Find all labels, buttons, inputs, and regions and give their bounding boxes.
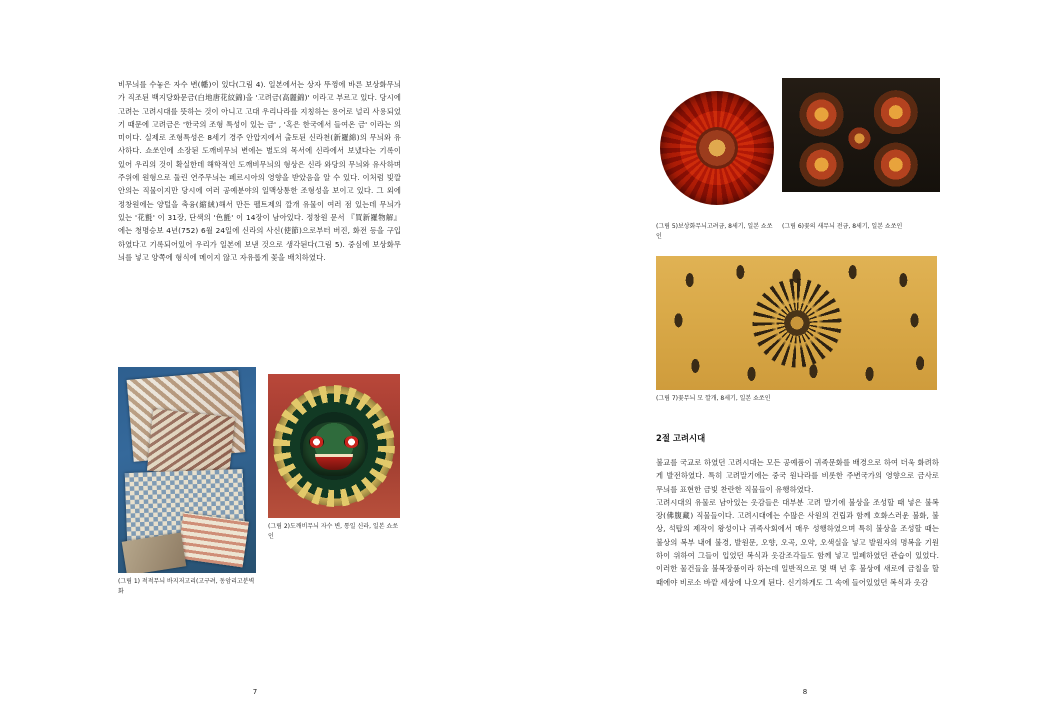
figure-6-caption: (그림 6)꽃의 새무늬 전금, 8세기, 일본 쇼쏘인 [782,223,903,230]
section-heading: 2절 고려시대 [656,433,706,443]
dokkaebi-face [303,422,365,476]
figure-2-image [268,374,400,518]
fabric-patch [177,513,249,568]
right-page-number: 8 [802,688,808,696]
figure-6 [782,78,940,232]
figure-6-image [782,78,940,192]
figure-1-caption: (그림 1) 적적무늬 바지저고리(고구려, 동암리고분벽화 [118,578,255,595]
paragraph: 불교를 국교로 하였던 고려시대는 모든 공예품이 귀족문화를 배경으로 하여 더욱 화려하게 발전하였다. 특히 고려말기에는 중국 원나라를 비롯한 주변국가의 영향으로 금사로 무늬를 표현한 금빛 찬란한 직물들이 유행하였다. [656,458,939,494]
dokkaebi-eye-left [309,436,324,448]
fabric-patch [147,409,235,479]
figure-7-caption: (그림 7)꽃무늬 모 깔개, 8세기, 일본 쇼쏘인 [656,395,771,402]
paragraph: 고려시대의 유물로 남아있는 옷감들은 대부분 고려 말기에 불상을 조성할 때 넣은 불복장(佛腹藏) 직물들이다. 고려시대에는 수많은 사원의 건립과 함께 호화스러운 불화, 불상, 석탑의 제작이 왕성이나 귀족사회에서 매우 성행하였으며 특히 불상을 조성할 때는 불상의 복부 내에 불경, 발원문, 오향, 오곡, 오약, 오색실을 넣고 발원자의 명복을 기원하이 위하여 그들이 입었던 복식과 옷감조각들도 함께 넣고 밀폐하였던 관습이 있었다. 이러한 물건들을 불복장품이라 하는데 일반적으로 몇 백 년 후 불상에 새로에 금칠을 할 때에야 비로소 바깥 세상에 나오게 된다. 신기하게도 그 속에 들어있었던 복식과 옷감 [656,497,939,587]
figure-6-image-wrap [782,78,940,218]
dokkaebi-mouth [315,454,353,470]
right-page-text-column [656,432,939,589]
right-page [530,0,1060,721]
figure-7-image [656,256,937,390]
figure-5 [656,78,778,241]
left-page-text-column [118,78,401,264]
figure-1-image [118,367,256,573]
central-medallion-core [784,310,810,336]
paragraph: 비무늬를 수놓은 자수 변(幡)이 있다(그림 4). 일본에서는 상자 뚜껑에 바른 보상화무늬가 직조된 백지당화문금(白地唐花紋錦)을 '고려금(高麗錦)' 이라고 부르고 있다. 당시에 고려는 고려시대를 뜻하는 것이 아니고 고대 우리나라를 지칭하는 용어로 널리 사용되었기 때문에 고려금은 '한국의 조형 특성이 있는 금' , '혹은 한국에서 들여온 금' 이라는 의미이다. 실제로 조형특성은 8세기 경주 안압지에서 출토된 신라천(新羅綿)의 무늬와 유사하다. 쇼쏘인에 소장된 도깨비무늬 변에는 별도의 목서에 신라에서 보냈다는 기록이 있어 우리의 것이 확실한데 해학적인 도깨비무늬의 형상은 신라 와당의 무늬와 유사하며 주위에 원형으로 둘린 연주무늬는 페르시아의 영향을 받았음을 알 수 있다. 이처럼 빛깔 안의는 직물이지만 당시에 여러 공예분야의 일맥상통한 조형성을 보이고 있다. 그 외에 정창원에는 양털을 축융(縮絨)해서 만든 펠트제의 깔개 유물이 여러 점 있는데 무늬가 있는 '花氈' 이 31장, 단색의 '色氈' 이 14장이 남아있다. 정창원 문서 『買新羅物解』에는 청명승보 4년(752) 6월 24일에 신라의 사신(使節)으로부터 버진, 화전 등을 구입하였다고 기록되어있어 우리가 일본에 보낸 것으로 생각된다(그림 5). 중심에 보상화무늬를 넣고 양쪽에 형식에 메이지 않고 자유롭게 꽃을 배치하였다. [118,80,401,262]
figure-5-caption: (그림 5)보상화무늬고려금, 8세기, 일본 쇼쏘인 [656,223,773,240]
figure-1 [118,367,258,596]
figure-2 [268,374,402,541]
figure-5-image-wrap [656,78,778,218]
left-page-number: 7 [252,688,258,696]
figure-2-caption: (그림 2)도깨비무늬 자수 변, 통일 신라, 일본 쇼쏘인 [268,523,398,540]
figure-5-image [660,91,774,205]
figure-7 [656,256,939,404]
dokkaebi-eye-right [344,436,359,448]
